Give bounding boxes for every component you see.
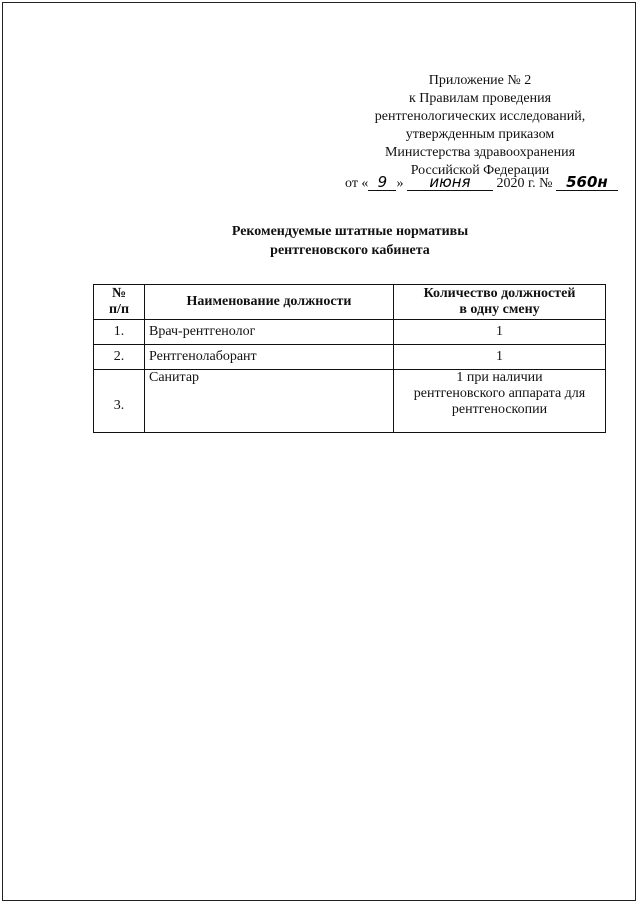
handwritten-order-number: 560н xyxy=(556,174,618,191)
count-line: рентгеновского аппарата для xyxy=(413,386,586,401)
row-number: 3. xyxy=(94,370,145,433)
staffing-table xyxy=(93,284,606,433)
document-title xyxy=(180,222,520,260)
header-count-line-2: в одну смену xyxy=(459,302,540,317)
position-count xyxy=(394,370,606,433)
count-line: 1 при наличии xyxy=(456,370,543,385)
header-num-line-2: п/п xyxy=(108,302,130,317)
header-line: Приложение № 2 xyxy=(428,73,532,88)
date-prefix: от « xyxy=(345,176,369,191)
order-date-line xyxy=(345,174,635,193)
title-line-1: Рекомендуемые штатные нормативы xyxy=(231,224,469,239)
table-header-row xyxy=(94,285,606,320)
handwritten-day: 9 xyxy=(368,174,396,191)
table-row xyxy=(94,345,606,370)
position-name: Санитар xyxy=(145,370,394,433)
date-mid: » xyxy=(396,176,404,191)
header-line: к Правилам проведения xyxy=(408,91,552,106)
header-line: Российской Федерации xyxy=(410,163,550,178)
count-line: рентгеноскопии xyxy=(451,402,548,417)
header-line: Министерства здравоохранения xyxy=(384,145,576,160)
header-line: рентгенологических исследований, xyxy=(374,109,586,124)
date-year: 2020 г. № xyxy=(496,176,553,191)
appendix-header xyxy=(330,72,630,180)
header-count xyxy=(394,285,606,320)
header-position-name: Наименование должности xyxy=(145,285,394,320)
position-count: 1 xyxy=(394,345,606,370)
row-number: 1. xyxy=(94,320,145,345)
table-row xyxy=(94,370,606,433)
header-num xyxy=(94,285,145,320)
position-count: 1 xyxy=(394,320,606,345)
handwritten-month: июня xyxy=(407,174,493,191)
header-count-line-1: Количество должностей xyxy=(423,286,576,301)
header-line: утвержденным приказом xyxy=(405,127,555,142)
position-name: Врач-рентгенолог xyxy=(145,320,394,345)
title-line-2: рентгеновского кабинета xyxy=(270,243,430,258)
row-number: 2. xyxy=(94,345,145,370)
table-row xyxy=(94,320,606,345)
position-name: Рентгенолаборант xyxy=(145,345,394,370)
header-num-line-1: № xyxy=(111,286,127,301)
